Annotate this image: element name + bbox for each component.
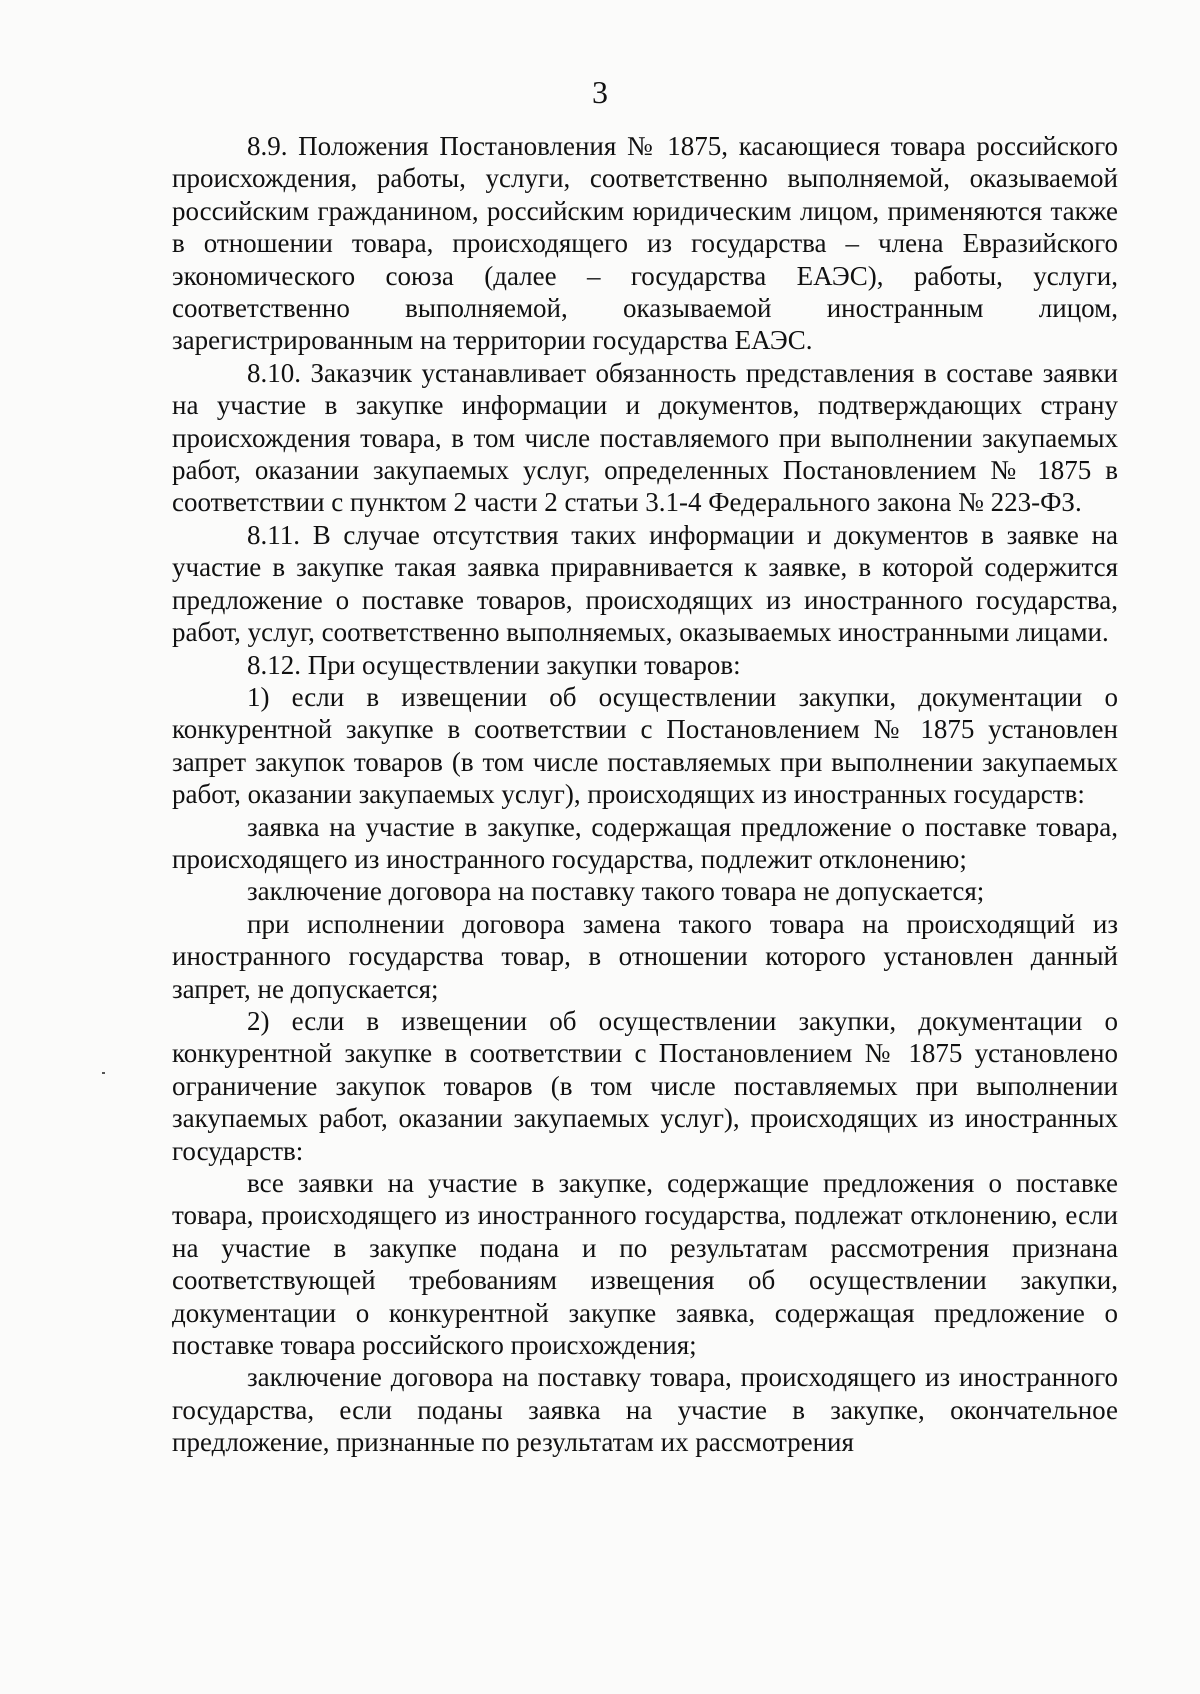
document-body: [172, 130, 1118, 1459]
page-number: 3: [592, 74, 608, 110]
paragraph-8-9: 8.9. Положения Постановления № 1875, касающиеся товара российского происхождения, работы, услуги, соответственно выполняемой, оказываемой российским гражданином, российским юридическим лицом, применяются также в отношении товара, происходящего из государства – члена Евразийского экономического союза (далее – государства ЕАЭС), работы, услуги, соответственно выполняемой, оказываемой иностранным лицом, зарегистрированным на территории государства ЕАЭС.: [172, 131, 1118, 356]
paragraph-item-1-replacement: при исполнении договора замена такого товара на происходящий из иностранного государства товар, в отношении которого установлен данный запрет, не допускается;: [172, 908, 1118, 1004]
paragraph-8-12: 8.12. При осуществлении закупки товаров:: [247, 649, 741, 680]
paragraph-item-2: 2) если в извещении об осуществлении закупки, документации о конкурентной закупке в соответствии с Постановлением № 1875 установлено ограничение закупок товаров (в том числе поставляемых при выполнении закупаемых работ, оказании закупаемых услуг), происходящих из иностранных государств:: [172, 1005, 1118, 1166]
paragraph-item-2-applications: все заявки на участие в закупке, содержащие предложения о поставке товара, происходящего из иностранного государства, подлежат отклонению, если на участие в закупке подана и по результатам рассмотрения признана соответствующей требованиям извещения об осуществлении закупки, документации о конкурентной закупке заявка, содержащая предложение о поставке товара российского происхождения;: [172, 1168, 1118, 1361]
paragraph-item-1-application: заявка на участие в закупке, содержащая предложение о поставке товара, происходящего из иностранного государства, подлежит отклонению;: [172, 811, 1118, 874]
scan-speck: [102, 1072, 105, 1074]
paragraph-item-1-contract: заключение договора на поставку такого товара не допускается;: [247, 876, 985, 907]
paragraph-8-10: 8.10. Заказчик устанавливает обязанность представления в составе заявки на участие в закупке информации и документов, подтверждающих страну происхождения товара, в том числе поставляемого при выполнении закупаемых работ, оказании закупаемых услуг, определенных Постановлением № 1875 в соответствии с пунктом 2 части 2 статьи 3.1-4 Федерального закона № 223-ФЗ.: [172, 357, 1118, 518]
paragraph-8-11: 8.11. В случае отсутствия таких информации и документов в заявке на участие в закупке такая заявка приравнивается к заявке, в которой содержится предложение о поставке товаров, происходящих из иностранного государства, работ, услуг, соответственно выполняемых, оказываемых иностранными лицами.: [172, 519, 1118, 648]
paragraph-item-2-contract: заключение договора на поставку товара, происходящего из иностранного государства, если поданы заявка на участие в закупке, окончательное предложение, признанные по результатам их рассмотрения: [172, 1362, 1118, 1458]
paragraph-item-1: 1) если в извещении об осуществлении закупки, документации о конкурентной закупке в соответствии с Постановлением № 1875 установлен запрет закупок товаров (в том числе поставляемых при выполнении закупаемых работ, оказании закупаемых услуг), происходящих из иностранных государств:: [172, 681, 1118, 810]
